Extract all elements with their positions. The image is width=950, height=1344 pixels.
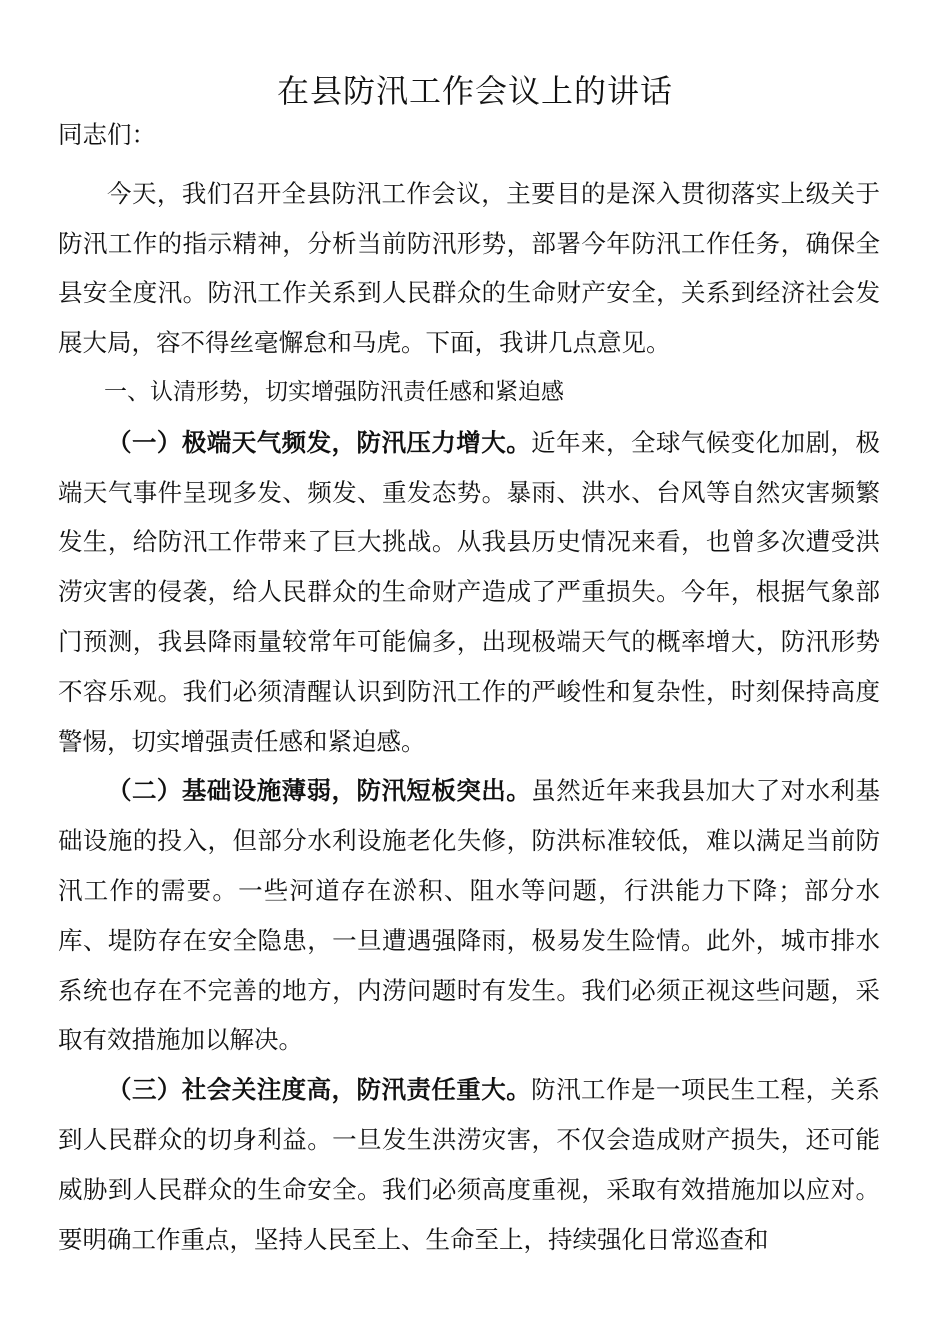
paragraph-body: 虽然近年来我县加大了对水利基础设施的投入，但部分水利设施老化失修，防洪标准较低，难以满足当前防汛工作的需要。一些河道存在淤积、阻水等问题，行洪能力下降；部分水库、堤防存在安全隐患，一旦遭遇强降雨，极易发生险情。此外，城市排水系统也存在不完善的地方，内涝问题时有发生。我们必须正视这些问题，采取有效措施加以解决。 bbox=[58, 776, 881, 1055]
paragraph-1 bbox=[58, 418, 880, 767]
section-heading: 一、认清形势，切实增强防汛责任感和紧迫感 bbox=[104, 378, 564, 405]
intro-paragraph: 今天，我们召开全县防汛工作会议，主要目的是深入贯彻落实上级关于防汛工作的指示精神，分析当前防汛形势，部署今年防汛工作任务，确保全县安全度汛。防汛工作关系到人民群众的生命财产安全，关系到经济社会发展大局，容不得丝毫懈怠和马虎。下面，我讲几点意见。 bbox=[58, 178, 880, 358]
paragraph-3 bbox=[58, 1065, 880, 1264]
paragraph-lead: （二）基础设施薄弱，防汛短板突出。 bbox=[107, 776, 532, 806]
paragraph-body: 近年来，全球气候变化加剧，极端天气事件呈现多发、频发、重发态势。暴雨、洪水、台风等自然灾害频繁发生，给防汛工作带来了巨大挑战。从我县历史情况来看，也曾多次遭受洪涝灾害的侵袭，给人民群众的生命财产造成了严重损失。今年，根据气象部门预测，我县降雨量较常年可能偏多，出现极端天气的概率增大，防汛形势不容乐观。我们必须清醒认识到防汛工作的严峻性和复杂性，时刻保持高度警惕，切实增强责任感和紧迫感。 bbox=[58, 427, 881, 756]
document-title: 在县防汛工作会议上的讲话 bbox=[276, 72, 673, 110]
paragraph-body: 防汛工作是一项民生工程，关系到人民群众的切身利益。一旦发生洪涝灾害，不仅会造成财产损失，还可能威胁到人民群众的生命安全。我们必须高度重视，采取有效措施加以应对。要明确工作重点，坚持人民至上、生命至上，持续强化日常巡查和 bbox=[58, 1075, 881, 1254]
salutation: 同志们： bbox=[58, 120, 156, 149]
paragraph-2 bbox=[58, 766, 880, 1065]
paragraph-lead: （三）社会关注度高，防汛责任重大。 bbox=[107, 1075, 532, 1105]
paragraph-lead: （一）极端天气频发，防汛压力增大。 bbox=[107, 427, 532, 457]
